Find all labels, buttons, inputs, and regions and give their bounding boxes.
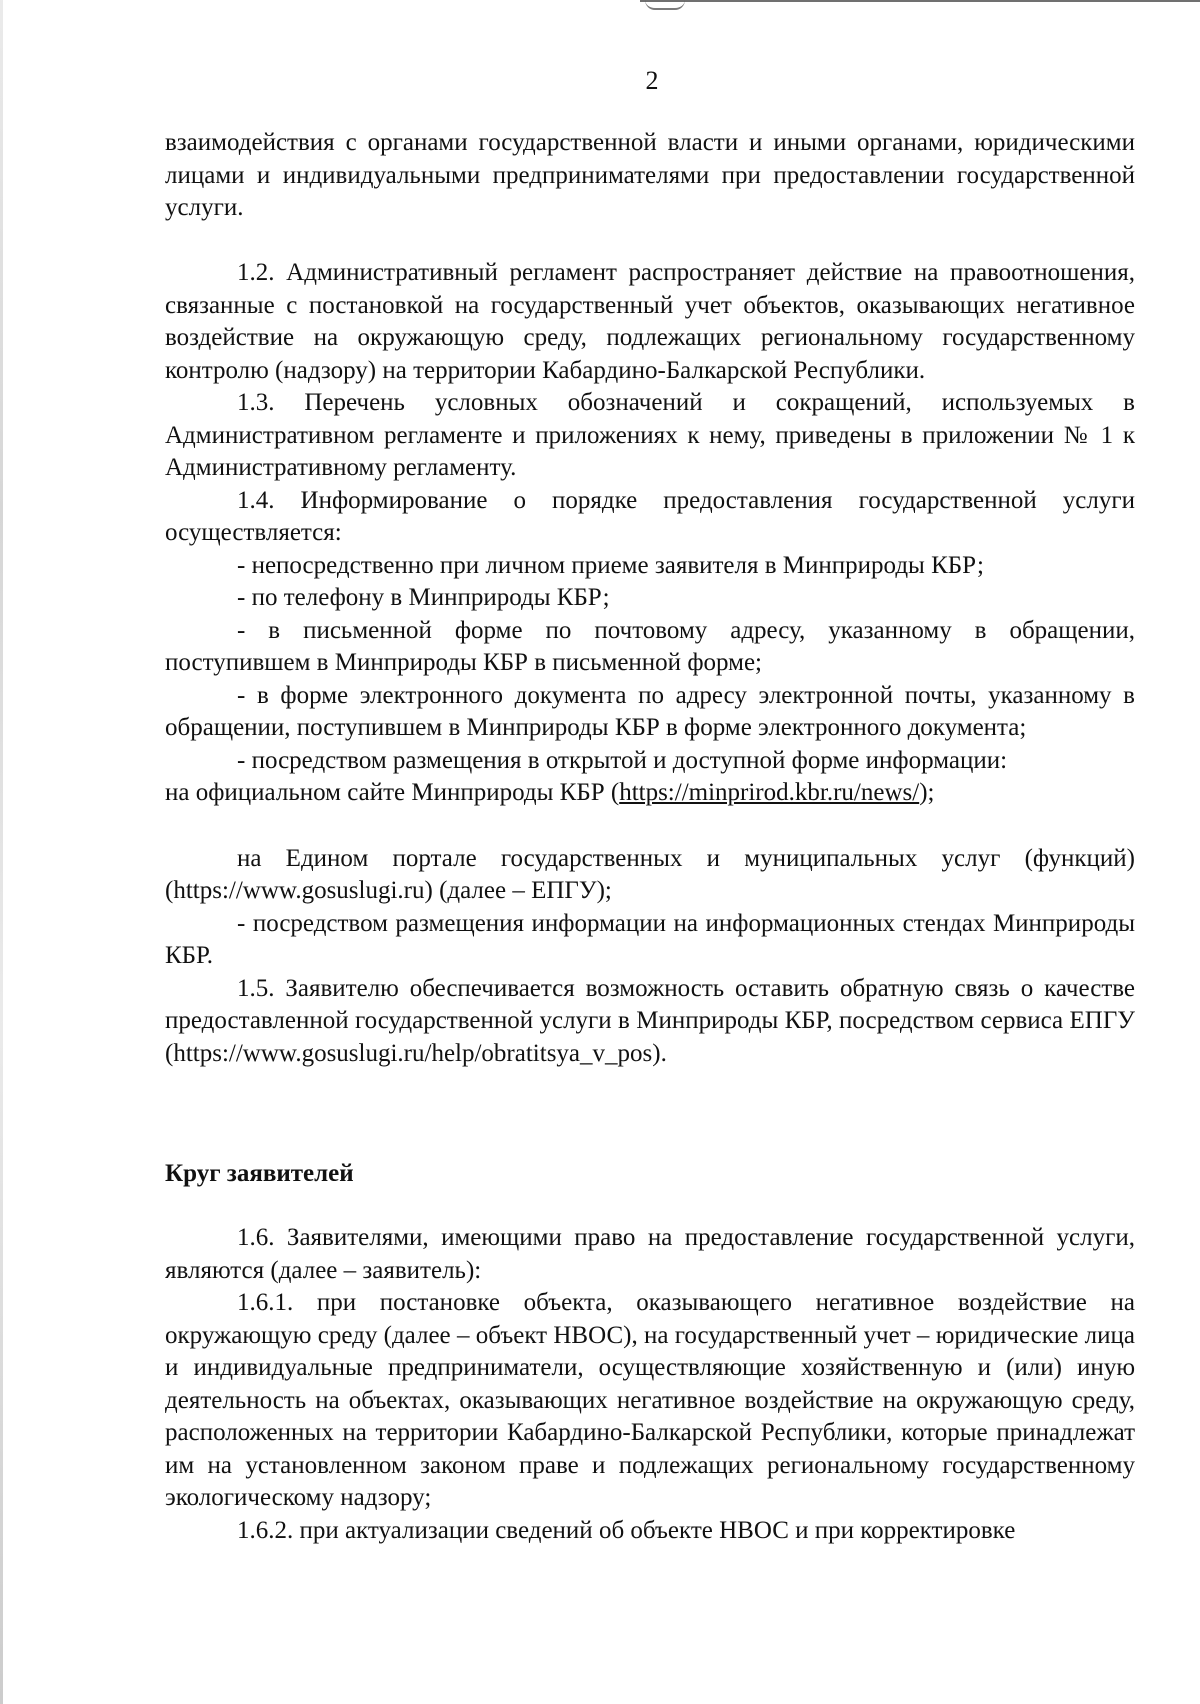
paragraph-1-3: 1.3. Перечень условных обозначений и сокращений, используемых в Административном регламенте и приложениях к нему, приведены в приложении № 1 к Административному регламенту. [165, 389, 1135, 481]
paragraph-1-5: 1.5. Заявителю обеспечивается возможность оставить обратную связь о качестве предоставленной государственной услуги в Минприроды КБР, посредством сервиса ЕПГУ (https://www.gosuslugi.ru/help/obratitsya_v_pos). [165, 974, 1135, 1067]
official-site-link[interactable]: https://minprirod.kbr.ru/news/ [619, 779, 920, 806]
list-item: - посредством размещения в открытой и доступной форме информации: [237, 746, 1008, 774]
official-site-line [165, 777, 1135, 810]
stands-line: - посредством размещения информации на информационных стендах Минприроды КБР. [165, 909, 1135, 969]
heading-block [165, 1158, 1135, 1191]
scan-mark-top [645, 0, 685, 10]
list-item: - непосредственно при личном приеме заявителя в Минприроды КБР; [237, 551, 984, 579]
list-item: - по телефону в Минприроды КБР; [237, 584, 610, 611]
paragraph-1-6-1: 1.6.1. при постановке объекта, оказывающего негативное воздействие на окружающую среду (далее – объект НВОС), на государственный учет – юридические лица и индивидуальные предприниматели, осуществляющие хозяйственную и (или) иную деятельность на объектах, оказывающих негативное воздействие на окружающую среду, расположенных на территории Кабардино-Балкарской Республики, которые принадлежат им на установленном законом праве и подлежащих региональному государственному экологическому надзору; [165, 1289, 1135, 1511]
intro-block [165, 127, 1135, 225]
scan-edge-top [640, 0, 1200, 5]
official-site-prefix: на официальном сайте Минприроды КБР ( [165, 779, 620, 806]
page-number: 2 [645, 66, 659, 95]
official-site-suffix: ); [919, 779, 935, 806]
scan-edge-left [0, 0, 3, 1704]
main-text-block [165, 257, 1135, 1070]
paragraph-1-2: 1.2. Административный регламент распространяет действие на правоотношения, связанные с постановкой на государственный учет объектов, оказывающих негативное воздействие на окружающую среду, подлежащих региональному государственному контролю (надзору) на территории Кабардино-Балкарской Республики. [165, 259, 1135, 384]
paragraph-1-6: 1.6. Заявителями, имеющими право на предоставление государственной услуги, являются (далее – заявитель): [165, 1224, 1135, 1284]
paragraph-1-6-2: 1.6.2. при актуализации сведений об объекте НВОС и при корректировке [237, 1516, 1016, 1544]
applicants-block [165, 1222, 1135, 1547]
list-item: - в письменной форме по почтовому адресу, указанному в обращении, поступившем в Минприроды КБР в письменной форме; [165, 616, 1135, 676]
intro-paragraph: взаимодействия с органами государственной власти и иными органами, юридическими лицами и индивидуальными предпринимателями при предоставлении государственной услуги. [165, 129, 1135, 221]
paragraph-1-4: 1.4. Информирование о порядке предоставления государственной услуги осуществляется: [165, 486, 1135, 546]
section-heading: Круг заявителей [165, 1160, 354, 1187]
list-item: - в форме электронного документа по адресу электронной почты, указанному в обращении, поступившем в Минприроды КБР в форме электронного документа; [165, 681, 1135, 741]
epgu-line: на Едином портале государственных и муниципальных услуг (функций) (https://www.gosuslugi.ru) (далее – ЕПГУ); [165, 844, 1135, 904]
